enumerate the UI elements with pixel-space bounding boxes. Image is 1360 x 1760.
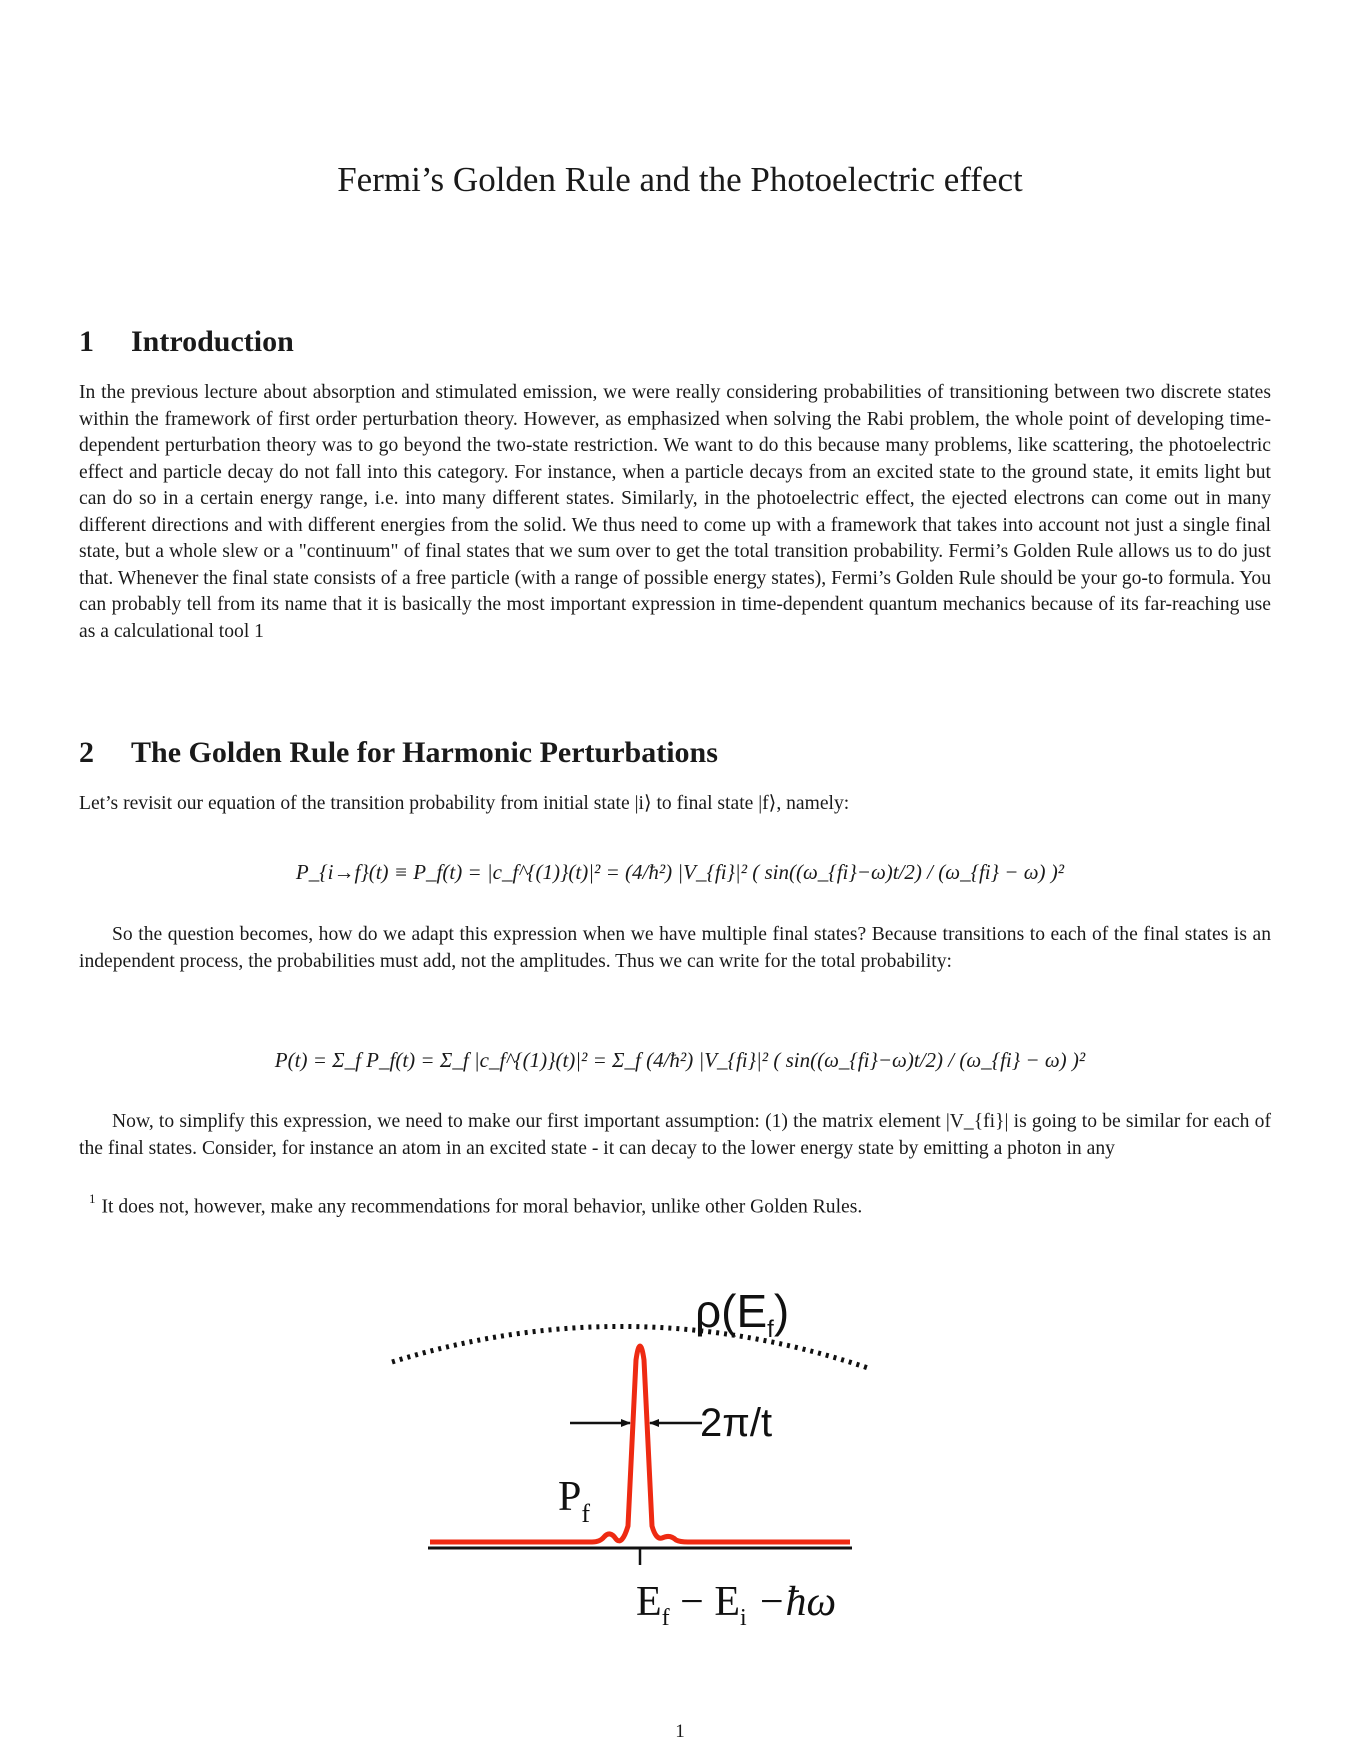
probability-label: $P_f$ [558,1474,591,1528]
section-heading-golden-rule [79,736,718,770]
section2-intro: Let’s revisit our equation of the transition probability from initial state |i⟩ to final state |f⟩, namely: [79,793,850,814]
section2-paragraph-multiple-states: So the question becomes, how do we adapt this expression when we have multiple final states? Because transitions to each of the final states is an independent process, the probabilities must add, not the amplitudes. Thus we can write for the total probability: [79,924,1271,972]
width-label: 2π/t [700,1401,773,1445]
section-heading-introduction [79,325,294,359]
section-number: 1 [79,325,94,358]
equation-total-probability [0,1048,1360,1073]
document-title: Fermi’s Golden Rule and the Photoelectric effect [337,160,1023,199]
footnote-mark: 1 [89,1191,96,1206]
section-title: Introduction [131,325,294,358]
figure-svg [380,1240,980,1630]
figure-golden-rule [380,1240,980,1630]
probability-curve [430,1346,850,1542]
page-number: 1 [675,1721,685,1742]
density-label: $\rho(E_f)$ [695,1285,790,1343]
introduction-paragraph: In the previous lecture about absorption and stimulated emission, we were really considering probabilities of transitioning between two discrete states within the framework of first order perturbation theory. However, as emphasized when solving the Rabi problem, the whole point of developing time-dependent perturbation theory was to go beyond the two-state restriction. We want to do this because many problems, like scattering, the photoelectric effect and particle decay do not fall into this category. For instance, when a particle decays from an excited state to the ground state, it emits light but can do so in a certain energy range, i.e. into many different states. Similarly, in the photoelectric effect, the ejected electrons can come out in many different directions and with different energies from the solid. We thus need to come up with a framework that takes into account not just a single final state, but a whole slew or a "continuum" of final states that we sum over to get the total transition probability. Fermi’s Golden Rule allows us to do just that. Whenever the final state consists of a free particle (with a range of possible energy states), Fermi’s Golden Rule should be your go-to formula. You can probably tell from its name that it is basically the most important expression in time-dependent quantum mechanics because of its far-reaching use as a calculational tool 1 [79,382,1271,642]
section-number: 2 [79,736,94,769]
section2-paragraph-assumption: Now, to simplify this expression, we need to make our first important assumption: (1) the matrix element |V_{fi}| is going to be similar for each of the final states. Consider, for instance an atom in an excited state - it can decay to the lower energy state by emitting a photon in any [79,1111,1271,1159]
equation-text: P_{i→f}(t) ≡ P_f(t) = |c_f^{(1)}(t)|² = (4/ħ²) |V_{fi}|² ( sin((ω_{fi}−ω)t/2) / (ω_{fi} − ω) )² [295,860,1065,884]
footnote [79,1188,1271,1221]
equation-transition-probability [0,860,1360,885]
energy-axis-label: $E_f - E_i$ −ħω [636,1579,837,1630]
density-of-states-curve [392,1326,868,1368]
equation-text: P(t) = Σ_f P_f(t) = Σ_f |c_f^{(1)}(t)|² = Σ_f (4/ħ²) |V_{fi}|² ( sin((ω_{fi}−ω)t/2) / (ω_{fi} − ω) )² [274,1048,1086,1072]
section-title: The Golden Rule for Harmonic Perturbations [131,736,718,769]
footnote-text: It does not, however, make any recommendations for moral behavior, unlike other Golden Rules. [101,1196,863,1218]
